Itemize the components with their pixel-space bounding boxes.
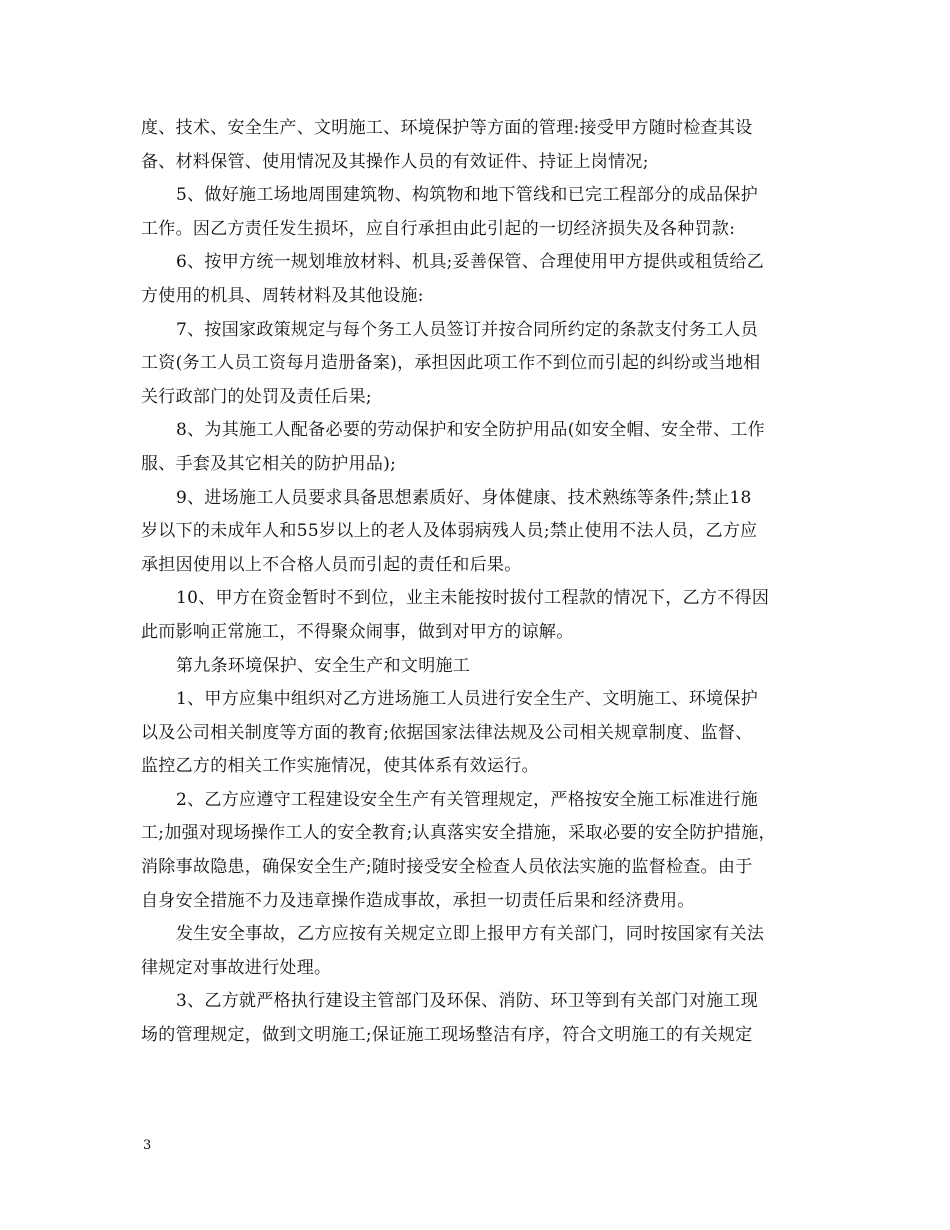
text-line: 服、手套及其它相关的防护用品); xyxy=(141,453,397,474)
text-line: 8、为其施工人配备必要的劳动保护和安全防护用品(如安全帽、安全带、工作 xyxy=(176,420,765,441)
text-line: 岁以下的未成年人和55岁以上的老人及体弱病残人员;禁止使用不法人员，乙方应 xyxy=(141,521,758,542)
page-number: 3 xyxy=(143,1138,152,1153)
text-line: 监控乙方的相关工作实施情况，使其体系有效运行。 xyxy=(141,756,539,777)
text-line: 方使用的机具、周转材料及其他设施: xyxy=(141,285,424,306)
text-line: 以及公司相关制度等方面的教育;依据国家法律法规及公司相关规章制度、监督、 xyxy=(141,722,753,743)
text-line: 3、乙方就严格执行建设主管部门及环保、消防、环卫等到有关部门对施工现 xyxy=(176,991,759,1012)
text-line: 承担因使用以上不合格人员而引起的责任和后果。 xyxy=(141,554,522,575)
text-line: 消除事故隐患，确保安全生产;随时接受安全检查人员依法实施的监督检查。由于 xyxy=(141,857,753,878)
text-line: 5、做好施工场地周围建筑物、构筑物和地下管线和已完工程部分的成品保护 xyxy=(176,185,759,206)
text-line: 发生安全事故，乙方应按有关规定立即上报甲方有关部门，同时按国家有关法 xyxy=(176,924,765,945)
text-line: 工资(务工人员工资每月造册备案)，承担因此项工作不到位而引起的纠纷或当地相 xyxy=(141,353,761,374)
section-heading: 第九条环境保护、安全生产和文明施工 xyxy=(176,655,471,676)
text-line: 10、甲方在资金暂时不到位，业主未能按时拔付工程款的情况下，乙方不得因 xyxy=(176,588,770,609)
text-line: 工;加强对现场操作工人的安全教育;认真落实安全措施，采取必要的安全防护措施， xyxy=(141,823,776,844)
text-line: 此而影响正常施工，不得聚众闹事，做到对甲方的谅解。 xyxy=(141,621,574,642)
text-line: 律规定对事故进行处理。 xyxy=(141,957,332,978)
text-line: 自身安全措施不力及违章操作造成事故，承担一切责任后果和经济费用。 xyxy=(141,890,695,911)
text-line: 1、甲方应集中组织对乙方进场施工人员进行安全生产、文明施工、环境保护 xyxy=(176,689,759,710)
text-line: 备、材料保管、使用情况及其操作人员的有效证件、持证上岗情况; xyxy=(141,151,649,172)
text-line: 9、进场施工人员要求具备思想素质好、身体健康、技术熟练等条件;禁止18 xyxy=(176,487,752,508)
text-line: 度、技术、安全生产、文明施工、环境保护等方面的管理:接受甲方随时检查其设 xyxy=(141,118,753,138)
text-line: 工作。因乙方责任发生损坏，应自行承担由此引起的一切经济损失及各种罚款: xyxy=(141,218,736,239)
text-line: 6、按甲方统一规划堆放材料、机具;妥善保管、合理使用甲方提供或租赁给乙 xyxy=(176,252,765,273)
text-line: 2、乙方应遵守工程建设安全生产有关管理规定，严格按安全施工标准进行施 xyxy=(176,789,759,810)
text-line: 7、按国家政策规定与每个务工人员签订并按合同所约定的条款支付务工人员 xyxy=(176,319,759,340)
text-line: 场的管理规定，做到文明施工;保证施工现场整洁有序，符合文明施工的有关规定 xyxy=(141,1025,753,1046)
document-body xyxy=(141,112,815,1053)
text-line: 关行政部门的处罚及责任后果; xyxy=(141,386,372,407)
